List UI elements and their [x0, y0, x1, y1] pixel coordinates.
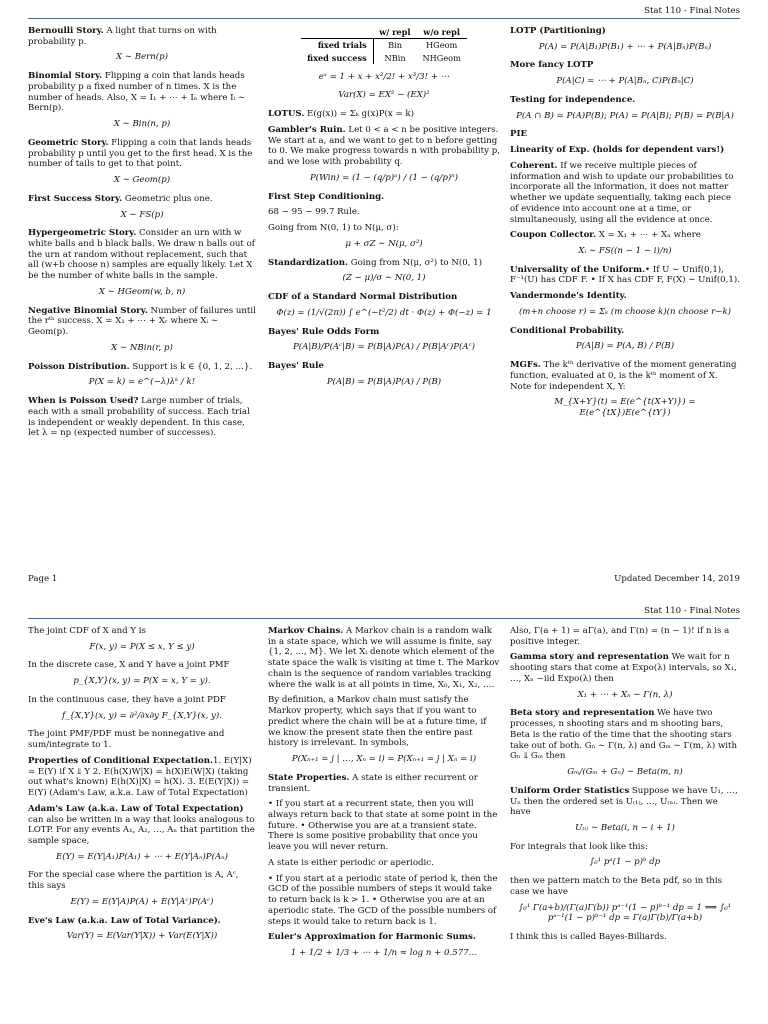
note-block [268, 192, 500, 203]
note-block [268, 874, 500, 928]
table-header [301, 26, 373, 39]
updated-date: Updated December 14, 2019 [614, 574, 740, 584]
note-text: In the continuous case, they have a joint PDF [28, 694, 226, 705]
note-block [28, 695, 256, 721]
note-block [28, 396, 256, 439]
note-paragraph [510, 842, 740, 853]
note-block [510, 708, 740, 777]
note-title: Conditional Probability. [510, 325, 625, 336]
equation: μ + σZ ∼ N(μ, σ²) [345, 238, 423, 249]
note-paragraph [268, 799, 500, 853]
note-paragraph [510, 876, 740, 897]
note-paragraph [268, 258, 500, 269]
note-title: Markov Chains. [268, 626, 344, 636]
note-block [28, 870, 256, 907]
note-title: Bayes' Rule [268, 360, 324, 371]
equation: X ∼ Bin(n, p) [113, 119, 171, 130]
page-header: Stat 110 - Final Notes [644, 6, 740, 16]
note-text: • If you start at a periodic state of period k, then the GCD of the possible numbers of steps it would take to return back is k > 1. • Otherwise you are at an aperiodic state. The GCD of the possible numbers of steps it would take to return back is 1. [268, 873, 498, 927]
equation: Φ(z) = (1/√(2π)) ∫ e^(−t²/2) dt · Φ(z) + Φ(−z) = 1 [276, 307, 492, 318]
column-2-body [268, 72, 500, 388]
note-title: Vandermonde's Identity. [510, 291, 627, 302]
note-block [510, 786, 740, 834]
column-2 [268, 26, 500, 395]
note-title: Properties of Conditional Expectation. [28, 755, 213, 766]
note-paragraph [268, 626, 500, 690]
note-paragraph [28, 870, 256, 891]
note-text: • If you start at a recurrent state, then you will always return back to that state at some point in the future. • Otherwise you are at a transient state. There is some positive probability that once you leave you will never return. [268, 799, 498, 853]
equation: Var(X) = EX² − (EX)² [338, 90, 430, 101]
note-title: State Properties. [268, 772, 350, 783]
note-paragraph [28, 626, 256, 637]
equation: U₍ᵢ₎ ∼ Beta(i, n − i + 1) [575, 823, 675, 834]
equation: ∫₀¹ Γ(a+b)/(Γ(a)Γ(b)) pᵃ⁻¹(1 − p)ᵇ⁻¹ dp = 1 ⟹ ∫₀¹ pᵃ⁻¹(1 − p)ᵇ⁻¹ dp = Γ(a)Γ(b)/Γ(a+b) [518, 902, 732, 924]
equation: Xᵢ ∼ FS((n − 1 − i)/n) [578, 246, 672, 257]
note-title: LOTUS. [268, 109, 305, 120]
note-paragraph [28, 26, 256, 47]
note-paragraph [28, 138, 256, 170]
note-block [510, 842, 740, 868]
note-title: PIE [510, 129, 528, 140]
equation: P(Xₙ₊₁ = j | …, Xₙ = i) = P(Xₙ₊₁ = j | Xₙ = i) [291, 754, 477, 765]
note-text: The kᵗʰ derivative of the moment generating function, evaluated at 0, is the kᵗʰ moment of X. Note for independent X, Y: [510, 360, 737, 392]
equation: Var(Y) = E(Var(Y|X)) + Var(E(Y|X)) [66, 931, 218, 942]
replacement-table [301, 26, 467, 64]
note-paragraph [268, 932, 500, 943]
note-paragraph [268, 695, 500, 749]
note-text: A Markov chain is a random walk in a state space, which we will assume is finite, say {1, 2, …, M}. We let Xₜ denote which element of the state space the walk is visiting at time t. The Markov chain is the sequence of random variables tracking where the walk is at all points in time, X₀, X₁, X₂, …. [268, 626, 500, 690]
table-row [301, 52, 467, 64]
note-paragraph [510, 291, 740, 302]
note-paragraph [28, 729, 256, 750]
note-block [28, 138, 256, 186]
note-block [510, 876, 740, 924]
note-paragraph [268, 773, 500, 794]
note-block [510, 652, 740, 700]
note-text: Let 0 < a < n be positive integers. We start at a, and we want to get to n before getting to 0. We make progress towards n with probability p, and we lose with probability q. [268, 124, 500, 168]
equation: f_{X,Y}(x, y) = ∂²/∂x∂y F_{X,Y}(x, y). [62, 710, 222, 721]
note-paragraph [268, 223, 500, 234]
note-block [268, 292, 500, 318]
note-text: Also, Γ(a + 1) = aΓ(a), and Γ(n) = (n − 1)! if n is a positive integer. [510, 626, 730, 647]
note-block [510, 326, 740, 352]
note-paragraph [268, 192, 500, 203]
note-text: Flipping a coin that lands heads probability p a fixed number of n times. X is the number of heads. Also, X = I₁ + ⋯ + Iₙ where Iᵢ ∼ Bern(p). [28, 71, 246, 114]
equation: X ∼ HGeom(w, b, n) [98, 286, 186, 297]
note-block [510, 161, 740, 225]
equation: M_{X+Y}(t) = E(e^{t(X+Y)}) = E(e^{tX})E(e^{tY}) [554, 397, 696, 419]
note-paragraph [510, 129, 740, 140]
note-text: The joint CDF of X and Y is [28, 626, 146, 636]
note-block [268, 361, 500, 387]
table-row [301, 39, 467, 52]
note-block [268, 258, 500, 284]
table-cell: Bin [388, 40, 403, 51]
note-title: Coherent. [510, 160, 558, 171]
note-text: Flipping a coin that lands heads probability p until you get to the first head. X is the number of tails to get to that point. [28, 137, 253, 170]
note-block [268, 125, 500, 184]
note-block [510, 145, 740, 156]
note-text: Support is k ∈ {0, 1, 2, …}. [129, 361, 253, 372]
note-block [28, 916, 256, 942]
note-block [268, 799, 500, 853]
note-paragraph [28, 71, 256, 114]
note-block [268, 626, 500, 690]
note-paragraph [510, 786, 740, 818]
note-paragraph [510, 652, 740, 684]
column-3 [510, 26, 740, 427]
note-block [28, 729, 256, 750]
note-paragraph [510, 708, 740, 762]
note-title: Linearity of Exp. (holds for dependent vars!) [510, 145, 725, 156]
note-paragraph [28, 916, 256, 927]
note-paragraph [510, 60, 740, 71]
note-title: Geometric Story. [28, 137, 109, 148]
note-block [28, 804, 256, 863]
equation: X ∼ NBin(r, p) [111, 342, 173, 353]
note-block [268, 858, 500, 869]
equation: X ∼ FS(p) [120, 209, 164, 220]
note-title: Bayes' Rule Odds Form [268, 326, 380, 337]
note-text: A light that turns on with probability p. [28, 26, 217, 47]
note-title: Negative Binomial Story. [28, 305, 148, 316]
equation: P(A|B) = P(A, B) / P(B) [575, 341, 675, 352]
note-title: Eve's Law (a.k.a. Law of Total Variance). [28, 915, 221, 926]
note-block [510, 230, 740, 256]
note-paragraph [28, 660, 256, 671]
note-block [510, 60, 740, 86]
table-header: w/o repl [416, 26, 466, 39]
equation: E(Y) = E(Y|A)P(A) + E(Y|Aᶜ)P(Aᶜ) [70, 896, 214, 907]
note-title: Adam's Law (a.k.a. Law of Total Expectation) [28, 803, 244, 814]
note-paragraph [268, 207, 500, 218]
note-block [268, 109, 500, 120]
note-text: Consider an urn with w white balls and b black balls. We draw n balls out of the urn at random without replacement, such that all (w+b choose n) samples are equally likely. Let X be the number of white balls in the sample. [28, 228, 255, 282]
note-block [28, 228, 256, 297]
note-text: X = X₁ + ⋯ + Xₙ where [596, 230, 701, 241]
note-text: Suppose we have U₁, …, Uₙ then the ordered set is U₍₁₎, …, U₍ₙ₎. Then we have [510, 785, 738, 818]
note-paragraph [510, 161, 740, 225]
note-text: I think this is called Bayes-Billiards. [510, 932, 667, 943]
note-title: First Success Story. [28, 193, 123, 204]
note-block [268, 72, 500, 83]
equation: P(Win) = (1 − (q/p)ᵃ) / (1 − (q/p)ⁿ) [309, 172, 459, 183]
equation: P(A|B) = P(B|A)P(A) / P(B) [326, 376, 442, 387]
note-paragraph [510, 26, 740, 37]
note-title: Coupon Collector. [510, 230, 597, 241]
note-block [28, 626, 256, 652]
column-3 [510, 626, 740, 948]
note-text: E(g(x)) = Σₖ g(x)P(x = k) [304, 109, 414, 120]
note-paragraph [28, 756, 256, 799]
note-paragraph [28, 194, 256, 205]
note-paragraph [510, 95, 740, 106]
note-paragraph [510, 265, 740, 286]
note-title: MGFs. [510, 360, 541, 371]
column-2 [268, 626, 500, 967]
note-paragraph [268, 292, 500, 303]
note-block [510, 360, 740, 419]
note-block [268, 327, 500, 353]
equation: (m+n choose r) = Σₖ (m choose k)(n choose r−k) [518, 306, 732, 317]
note-paragraph [510, 932, 740, 943]
note-title: Euler's Approximation for Harmonic Sums. [268, 932, 476, 943]
note-paragraph [510, 360, 740, 392]
note-paragraph [510, 326, 740, 337]
table-cell: NHGeom [422, 52, 461, 63]
note-title: Testing for independence. [510, 94, 636, 105]
note-paragraph [268, 858, 500, 869]
header-rule [28, 18, 740, 19]
note-paragraph [510, 145, 740, 156]
equation: eˣ = 1 + x + x²/2! + x³/3! + ⋯ [318, 71, 450, 82]
note-block [268, 932, 500, 958]
note-text: A state is either periodic or aperiodic. [268, 857, 434, 868]
note-paragraph [28, 362, 256, 373]
table-cell: fixed success [301, 52, 373, 64]
note-block [28, 194, 256, 220]
note-block [510, 291, 740, 317]
note-title: Hypergeometric Story. [28, 228, 137, 239]
note-text: Going from N(μ, σ²) to N(0, 1) [348, 257, 482, 268]
note-paragraph [268, 125, 500, 168]
note-text: Geometric plus one. [122, 193, 213, 204]
page-header: Stat 110 - Final Notes [644, 606, 740, 616]
equation: 1 + 1/2 + 1/3 + ⋯ + 1/n ≈ log n + 0.577… [290, 948, 478, 959]
note-paragraph [28, 228, 256, 282]
equation: X₁ + ⋯ + Xₙ ∼ Γ(n, λ) [577, 689, 673, 700]
note-block [268, 773, 500, 794]
page-2 [0, 600, 768, 1024]
table-cell: NBin [384, 52, 406, 63]
equation: ∫₀¹ pᵃ(1 − p)ᵇ dp [589, 857, 661, 868]
note-text: A state is either recurrent or transient. [268, 772, 478, 794]
equation: F(x, y) = P(X ≤ x, Y ≤ y) [89, 641, 195, 652]
note-text: For integrals that look like this: [510, 841, 648, 852]
equation: (Z − μ)/σ ∼ N(0, 1) [342, 273, 426, 284]
note-paragraph [268, 109, 500, 120]
note-title: LOTP (Partitioning) [510, 26, 606, 36]
note-text: 1. E(Y|X) = E(Y) if X ⫫ Y 2. E(h(X)W|X) = h(X)E(W|X) (taking out what's known) E(h(X)|X) = h(X). 3. E(E(Y|X)) = E(Y) (Adam's Law, a.k.a. Law of Total Expectation) [28, 755, 252, 799]
note-text: 68 − 95 − 99.7 Rule. [268, 207, 360, 218]
note-title: Binomial Story. [28, 71, 103, 82]
equation: P(A|C) = ⋯ + P(A|Bₙ, C)P(Bₙ|C) [556, 76, 694, 87]
note-text: We have two processes, n shooting stars and m shooting bars, Beta is the ratio of the time that the shooting stars take out of both. Gₙ ∼ Γ(n, λ) and Gₘ ∼ Γ(m, λ) with Gₙ ⫫ Gₘ then [510, 708, 738, 762]
note-title: Beta story and representation [510, 708, 655, 719]
equation: P(A|B)/P(Aᶜ|B) = P(B|A)P(A) / P(B|Aᶜ)P(Aᶜ) [292, 342, 475, 353]
equation: p_{X,Y}(x, y) = P(X = x, Y = y). [73, 676, 211, 687]
note-paragraph [28, 804, 256, 847]
note-block [510, 95, 740, 121]
equation: E(Y) = E(Y|A₁)P(A₁) + ⋯ + E(Y|Aₙ)P(Aₙ) [56, 851, 228, 862]
equation: Gₘ/(Gₘ + Gₙ) ∼ Beta(m, n) [567, 767, 683, 778]
note-block [28, 71, 256, 130]
equation: X ∼ Geom(p) [113, 175, 171, 186]
note-text: Large number of trials, each with a small probability of success. Each trial is independent or weakly dependent. In this case, let λ = np (expected number of successes). [28, 396, 250, 439]
note-block [28, 362, 256, 388]
header-rule [28, 618, 740, 619]
note-title: CDF of a Standard Normal Distribution [268, 292, 458, 303]
equation: X ∼ Bern(p) [115, 52, 169, 63]
note-title: More fancy LOTP [510, 60, 594, 71]
note-title: Poisson Distribution. [28, 361, 130, 372]
note-block [510, 626, 740, 647]
note-paragraph [510, 230, 740, 241]
note-block [268, 90, 500, 101]
note-text: By definition, a Markov chain must satisfy the Markov property, which says that if you want to predict where the chain will be at a future time, if we know the present state then the entire past history is irrelevant. In symbols, [268, 695, 487, 749]
equation: P(A) = P(A|B₁)P(B₁) + ⋯ + P(A|Bₙ)P(Bₙ) [538, 41, 712, 52]
note-title: First Step Conditioning. [268, 191, 385, 202]
column-1 [28, 26, 256, 444]
equation: P(A ∩ B) = P(A)P(B); P(A) = P(A|B); P(B) = P(B|A) [516, 110, 734, 121]
note-block [28, 26, 256, 63]
note-text: then we pattern match to the Beta pdf, so in this case we have [510, 876, 723, 897]
note-block [28, 660, 256, 686]
note-text: Going from N(0, 1) to N(μ, σ): [268, 223, 399, 234]
note-title: When is Poisson Used? [28, 396, 139, 407]
note-title: Universality of the Uniform. [510, 264, 646, 275]
note-text: We wait for n shooting stars that come at Expo(λ) intervals, so X₁, …, Xₙ ~iid Expo(λ) then [510, 652, 737, 684]
note-paragraph [510, 626, 740, 647]
note-paragraph [268, 874, 500, 928]
note-paragraph [268, 361, 500, 372]
equation: P(X = k) = e^(−λ)λᵏ / k! [88, 377, 196, 388]
note-text: The joint PMF/PDF must be nonnegative and sum/integrate to 1. [28, 729, 225, 751]
note-title: Gamma story and representation [510, 652, 669, 663]
note-block [28, 306, 256, 354]
note-text: If we receive multiple pieces of information and wish to update our probabilities to incorporate all the information, it does not matter whether we update sequentially, taking each piece of evidence into account one at a time, or simultaneously, using all the evidence at once. [510, 160, 734, 225]
note-block [510, 26, 740, 52]
note-block [268, 695, 500, 764]
note-title: Uniform Order Statistics [510, 785, 630, 796]
note-paragraph [28, 695, 256, 706]
note-paragraph [28, 306, 256, 338]
note-block [510, 129, 740, 140]
note-block [510, 265, 740, 286]
note-block [268, 223, 500, 249]
note-text: • If U ∼ Unif(0,1), F⁻¹(U) has CDF F. • If X has CDF F, F(X) ∼ Unif(0,1). [510, 264, 740, 286]
table-cell: fixed trials [301, 39, 373, 52]
note-text: Number of failures until the rᵗʰ success. X = X₁ + ⋯ + Xᵣ where Xᵢ ∼ Geom(p). [28, 305, 256, 338]
note-title: Gambler's Ruin. [268, 124, 346, 135]
note-text: In the discrete case, X and Y have a joint PMF [28, 660, 230, 671]
note-block [28, 756, 256, 799]
column-1 [28, 626, 256, 950]
page-number: Page 1 [28, 574, 58, 584]
table-cell: HGeom [426, 40, 458, 51]
note-paragraph [268, 327, 500, 338]
note-block [510, 932, 740, 943]
note-text: For the special case where the partition is A, Aᶜ, this says [28, 870, 239, 892]
note-title: Bernoulli Story. [28, 26, 104, 36]
note-title: Standardization. [268, 257, 349, 268]
note-block [268, 207, 500, 218]
note-paragraph [28, 396, 256, 439]
note-text: can also be written in a way that looks analogous to LOTP. For any events A₁, A₂, …, Aₙ that partition the sample space, [28, 814, 255, 847]
table-header: w/ repl [373, 26, 416, 39]
